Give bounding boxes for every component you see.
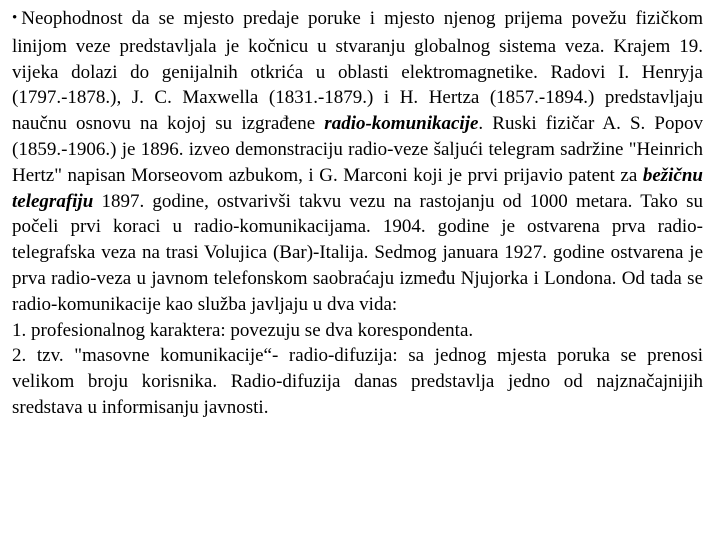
- paragraph-text-part-2: . Ruski fizičar A. S. Popov (1859.-1906.) je 1896. izveo demonstraciju radio-veze šaljući telegram sadržine "Heinrich Hertz" napisan Morseovom azbukom, i G. Marconi koji je prvi prijavio patent za: [12, 113, 704, 186]
- list-item-professional: 1. profesionalnog karaktera: povezuju se dva korespondenta.: [12, 319, 474, 341]
- emphasis-radio-komunikacije: radio-komunikacije: [324, 113, 479, 135]
- slide-text-body: [12, 6, 703, 421]
- paragraph-text-part-3: 1897. godine, ostvarivši takvu vezu na rastojanju od 1000 metara. Tako su počeli prvi koraci u radio-komunikacijama. 1904. godine je ostvarena prva radio-telegrafska veza na trasi Volujica (Bar)-Italija. Sedmog januara 1927. godine ostvarena je prva radio-veza u javnom telefonskom saobraćaju između Njujorka i Londona. Od tada se radio-komunikacije kao služba javljaju u dva vida:: [12, 190, 703, 315]
- intro-paragraph: [12, 6, 703, 318]
- list-item-broadcast: 2. tzv. "masovne komunikacije“- radio-difuzija: sa jednog mjesta poruka se prenosi velikom broju korisnika. Radio-difuzija danas predstavlja jedno od najznačajnijih sredstava u informisanju javnosti.: [12, 345, 703, 418]
- bullet-marker: •: [12, 10, 18, 26]
- paragraph-text-part-1: Neophodnost da se mjesto predaje poruke i mjesto njenog prijema povežu fizičkom linijom veze predstavljala je kočnicu u stvaranju globalnog sistema veza. Krajem 19. vijeka dolazi do genijalnih otkrića u oblasti elektromagnetike. Radovi I. Henryja (1797.-1878.), J. C. Maxwella (1831.-1879.) i H. Hertza (1857.-1894.) predstavljaju naučnu osnovu na kojoj su izgrađene: [12, 8, 703, 135]
- emphasis-bezicna-telegrafija: bežičnu telegrafiju: [12, 164, 703, 212]
